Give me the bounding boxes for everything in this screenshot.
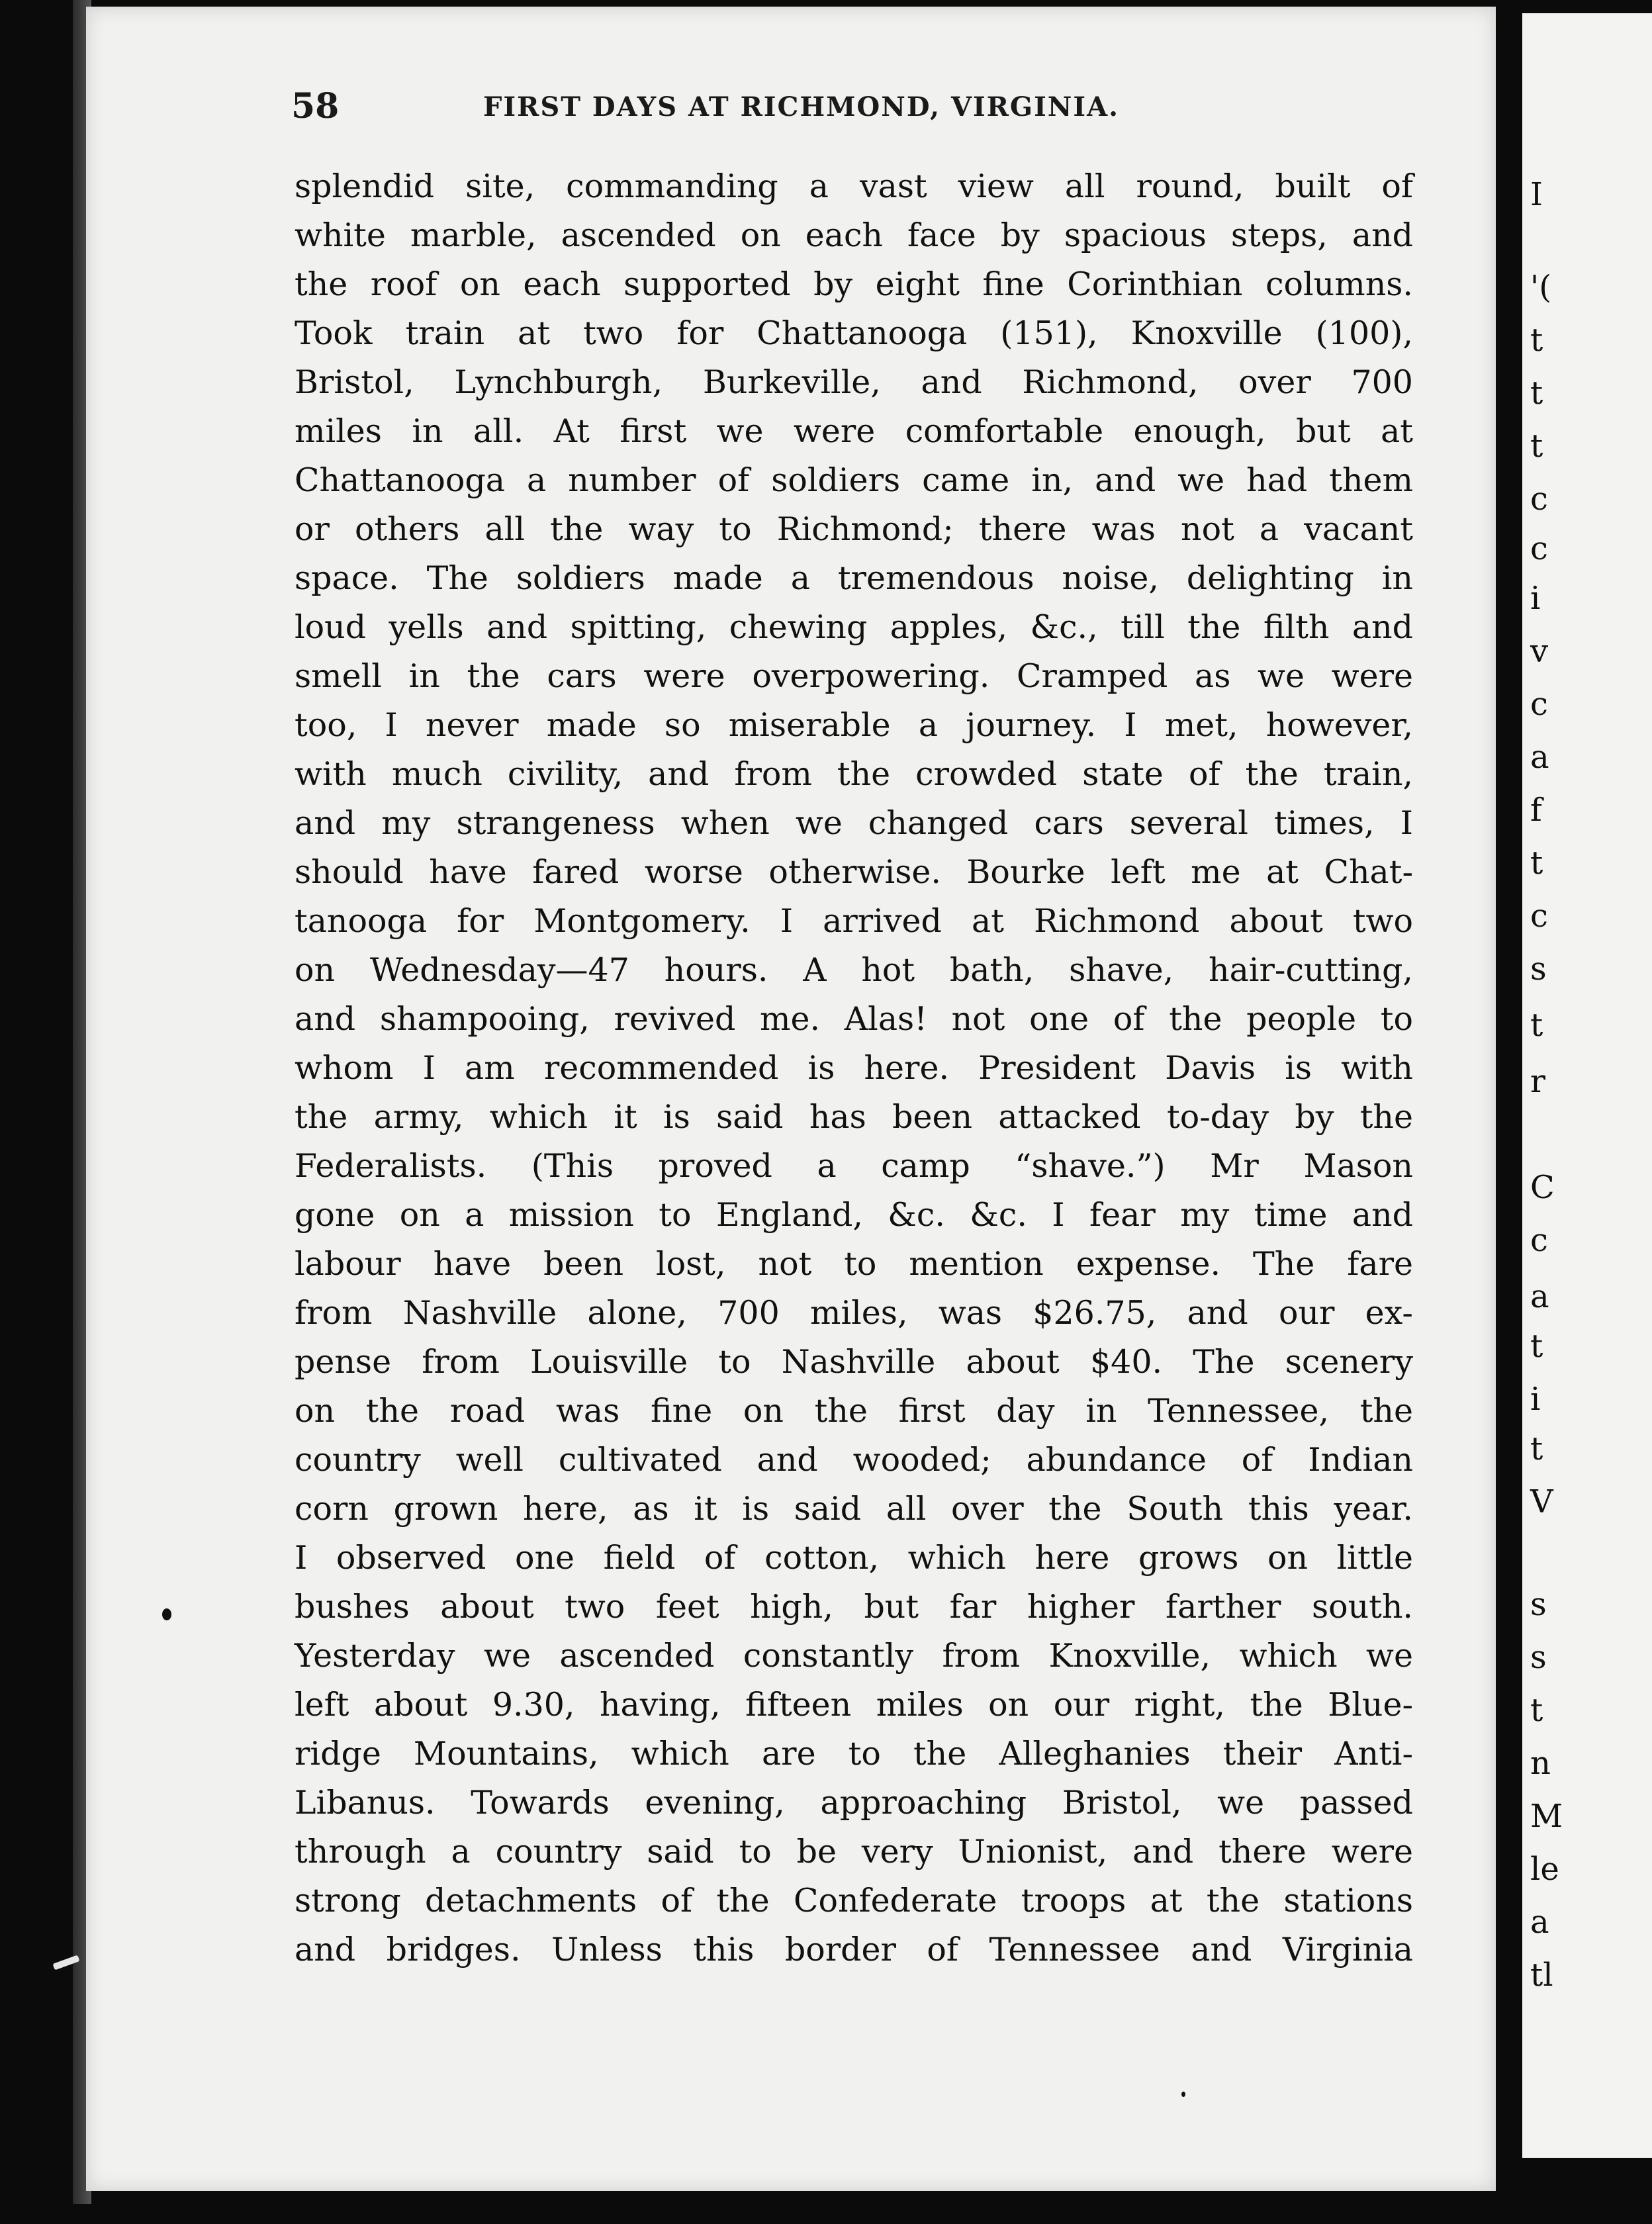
text-line: pense from Louisville to Nashville about $40. The scenery (295, 1343, 1413, 1381)
ink-speck (162, 1608, 171, 1620)
text-line: on Wednesday—47 hours. A hot bath, shave, hair-cutting, (295, 951, 1413, 989)
body-text (295, 162, 1413, 1974)
text-line: Yesterday we ascended constantly from Knoxville, which we (295, 1637, 1413, 1675)
facing-page-fragment: a (1530, 739, 1549, 776)
facing-page-fragment: s (1530, 1586, 1547, 1623)
text-line: left about 9.30, having, fifteen miles on our right, the Blue- (295, 1686, 1413, 1724)
facing-page-fragment: t (1530, 1430, 1543, 1467)
text-line: Chattanooga a number of soldiers came in, and we had them (295, 461, 1413, 499)
text-line: country well cultivated and wooded; abundance of Indian (295, 1441, 1413, 1479)
text-line: I observed one field of cotton, which here grows on little (295, 1539, 1413, 1577)
text-line: space. The soldiers made a tremendous noise, delighting in (295, 559, 1413, 597)
text-line: ridge Mountains, which are to the Alleghanies their Anti- (295, 1735, 1413, 1773)
text-line: splendid site, commanding a vast view all round, built of (295, 167, 1413, 205)
facing-page-fragment: a (1530, 1904, 1549, 1941)
text-line: gone on a mission to England, &c. &c. I fear my time and (295, 1196, 1413, 1234)
text-line: the roof on each supported by eight fine Corinthian columns. (295, 265, 1413, 303)
running-title: FIRST DAYS AT RICHMOND, VIRGINIA. (483, 91, 1120, 122)
text-line: tanooga for Montgomery. I arrived at Richmond about two (295, 902, 1413, 940)
text-line: from Nashville alone, 700 miles, was $26.75, and our ex- (295, 1294, 1413, 1332)
text-line: Bristol, Lynchburgh, Burkeville, and Richmond, over 700 (295, 363, 1413, 401)
facing-page-fragment: s (1530, 950, 1547, 988)
facing-page-fragment: c (1530, 686, 1548, 723)
facing-page-fragment: c (1530, 1222, 1548, 1259)
text-line: white marble, ascended on each face by spacious steps, and (295, 216, 1413, 254)
page-number: 58 (291, 86, 340, 126)
facing-page-fragment: c (1530, 898, 1548, 935)
running-head (291, 86, 1416, 132)
facing-page-fragment: I (1530, 176, 1543, 213)
text-line: and shampooing, revived me. Alas! not one of the people to (295, 1000, 1413, 1038)
facing-page-fragment: f (1530, 792, 1542, 829)
facing-page-fragment: n (1530, 1745, 1551, 1782)
facing-page-fragment: tl (1530, 1957, 1553, 1994)
text-line: the army, which it is said has been attacked to-day by the (295, 1098, 1413, 1136)
text-line: or others all the way to Richmond; there was not a vacant (295, 510, 1413, 548)
facing-page-fragment: t (1530, 1692, 1543, 1729)
facing-page-fragment: t (1530, 428, 1543, 465)
facing-page-fragment: t (1530, 1007, 1543, 1044)
text-line: too, I never made so miserable a journey. I met, however, (295, 706, 1413, 744)
facing-page-fragment: c (1530, 530, 1548, 567)
text-line: and bridges. Unless this border of Tennessee and Virginia (295, 1931, 1413, 1969)
text-line: Federalists. (This proved a camp “shave.”) Mr Mason (295, 1147, 1413, 1185)
facing-page-fragment: i (1530, 1381, 1541, 1418)
text-line: corn grown here, as it is said all over the South this year. (295, 1490, 1413, 1528)
facing-page-fragment: i (1530, 580, 1541, 617)
text-line: through a country said to be very Unionist, and there were (295, 1833, 1413, 1871)
facing-page-fragment: v (1530, 633, 1549, 670)
facing-page-fragment: '( (1530, 269, 1551, 306)
facing-page-fragment: a (1530, 1278, 1549, 1315)
facing-page-fragment: M (1530, 1798, 1563, 1835)
text-line: bushes about two feet high, but far higher farther south. (295, 1588, 1413, 1626)
text-line: labour have been lost, not to mention expense. The fare (295, 1245, 1413, 1283)
facing-page-fragment: t (1530, 1328, 1543, 1365)
facing-page-fragment: s (1530, 1639, 1547, 1676)
facing-page-fragment: t (1530, 845, 1543, 882)
facing-page-fragment: C (1530, 1169, 1555, 1206)
text-line: loud yells and spitting, chewing apples, &c., till the filth and (295, 608, 1413, 646)
ink-speck (1181, 2092, 1185, 2097)
facing-page-fragment: r (1530, 1063, 1545, 1100)
facing-page-fragment: t (1530, 375, 1543, 412)
facing-page-fragment: le (1530, 1851, 1559, 1888)
facing-page-fragment: V (1530, 1483, 1553, 1520)
text-line: strong detachments of the Confederate troops at the stations (295, 1882, 1413, 1920)
text-line: should have fared worse otherwise. Bourke left me at Chat- (295, 853, 1413, 891)
text-line: Took train at two for Chattanooga (151), Knoxville (100), (295, 314, 1413, 352)
text-line: with much civility, and from the crowded state of the train, (295, 755, 1413, 793)
facing-page-fragment: t (1530, 322, 1543, 359)
text-line: smell in the cars were overpowering. Cramped as we were (295, 657, 1413, 695)
text-line: miles in all. At first we were comfortable enough, but at (295, 412, 1413, 450)
text-line: Libanus. Towards evening, approaching Bristol, we passed (295, 1784, 1413, 1822)
text-line: on the road was fine on the first day in Tennessee, the (295, 1392, 1413, 1430)
text-line: whom I am recommended is here. President Davis is with (295, 1049, 1413, 1087)
text-line: and my strangeness when we changed cars several times, I (295, 804, 1413, 842)
facing-page-fragment: c (1530, 481, 1548, 518)
